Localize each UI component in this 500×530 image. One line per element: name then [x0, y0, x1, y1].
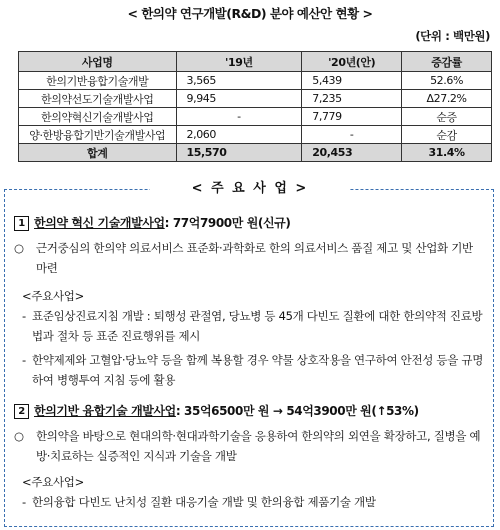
row-2019: 9,945 — [176, 90, 302, 108]
row-rate: Δ27.2% — [402, 90, 492, 108]
section-2-name: 한의기반 융합기술 개발사업 — [34, 404, 176, 418]
budget-table — [18, 51, 492, 162]
unit-label: (단위 : 백만원) — [415, 29, 490, 43]
hollow-circle-bullet-icon: ○ — [14, 241, 24, 255]
section-1-bullet-text: 근거중심의 한의약 의료서비스 표준화·과학화로 한의 의료서비스 품질 제고 및 산업화 기반 마련 — [36, 241, 473, 275]
section-number-box: 2 — [14, 404, 29, 419]
section-2-amount: : 35억6500만 원 → 54억3900만 원(↑53%) — [175, 404, 419, 418]
list-item — [22, 306, 484, 346]
row-2020: 7,779 — [302, 108, 402, 126]
hollow-circle-bullet-icon: ○ — [14, 429, 24, 443]
page-title: < 한의약 연구개발(R&D) 분야 예산안 현황 > — [127, 6, 373, 21]
section-2-bullet — [14, 426, 484, 466]
row-2019: - — [176, 108, 302, 126]
section-2-heading — [14, 402, 419, 419]
section-1-heading — [14, 214, 290, 231]
total-rate: 31.4% — [402, 144, 492, 162]
table-row — [19, 108, 492, 126]
dash-bullet-icon: - — [22, 495, 26, 509]
section-1-name: 한의약 혁신 기술개발사업 — [34, 216, 165, 230]
list-item — [22, 492, 484, 512]
total-label: 합계 — [19, 144, 177, 162]
section-1-amount: : 77억7900만 원(신규) — [164, 216, 291, 230]
row-name: 한의약혁신기술개발사업 — [19, 108, 177, 126]
section-1-subheading: <주요사업> — [22, 289, 84, 303]
list-item — [22, 350, 484, 390]
list-item-text: 표준임상진료지침 개발 : 퇴행성 관절염, 당뇨병 등 45개 다빈도 질환에 대한 한의약적 진료방법과 절차 등 표준 진료행위를 제시 — [32, 309, 483, 343]
table-header-row — [19, 52, 492, 72]
list-item-text: 한약제제와 고혈압·당뇨약 등을 함께 복용할 경우 약물 상호작용을 연구하여 안전성 등을 규명하여 병행투여 지침 등에 활용 — [32, 353, 484, 387]
row-name: 한의약선도기술개발사업 — [19, 90, 177, 108]
header-project-name: 사업명 — [19, 52, 177, 72]
dash-bullet-icon: - — [22, 353, 26, 367]
total-2019: 15,570 — [176, 144, 302, 162]
table-row — [19, 72, 492, 90]
row-2020: - — [302, 126, 402, 144]
section-number-box: 1 — [14, 216, 29, 231]
row-rate: 52.6% — [402, 72, 492, 90]
row-2020: 7,235 — [302, 90, 402, 108]
section-2-bullet-text: 한의약을 바탕으로 현대의학·현대과학기술을 응용하여 한의약의 외연을 확장하고, 질병을 예방·치료하는 실증적인 지식과 기술을 개발 — [36, 429, 481, 463]
row-2020: 5,439 — [302, 72, 402, 90]
header-2019: '19년 — [176, 52, 302, 72]
row-2019: 3,565 — [176, 72, 302, 90]
list-item-text: 한의융합 다빈도 난치성 질환 대응기술 개발 및 한의융합 제품기술 개발 — [32, 495, 376, 509]
row-name: 양·한방융합기반기술개발사업 — [19, 126, 177, 144]
dash-bullet-icon: - — [22, 309, 26, 323]
table-total-row — [19, 144, 492, 162]
row-rate: 순증 — [402, 108, 492, 126]
row-rate: 순감 — [402, 126, 492, 144]
row-2019: 2,060 — [176, 126, 302, 144]
total-2020: 20,453 — [302, 144, 402, 162]
row-name: 한의기반융합기술개발 — [19, 72, 177, 90]
header-change-rate: 증감률 — [402, 52, 492, 72]
header-2020: '20년(안) — [302, 52, 402, 72]
table-row — [19, 126, 492, 144]
section-1-bullet — [14, 238, 484, 278]
panel-title: < 주 요 사 업 > — [150, 178, 350, 200]
table-row — [19, 90, 492, 108]
section-2-subheading: <주요사업> — [22, 475, 84, 489]
